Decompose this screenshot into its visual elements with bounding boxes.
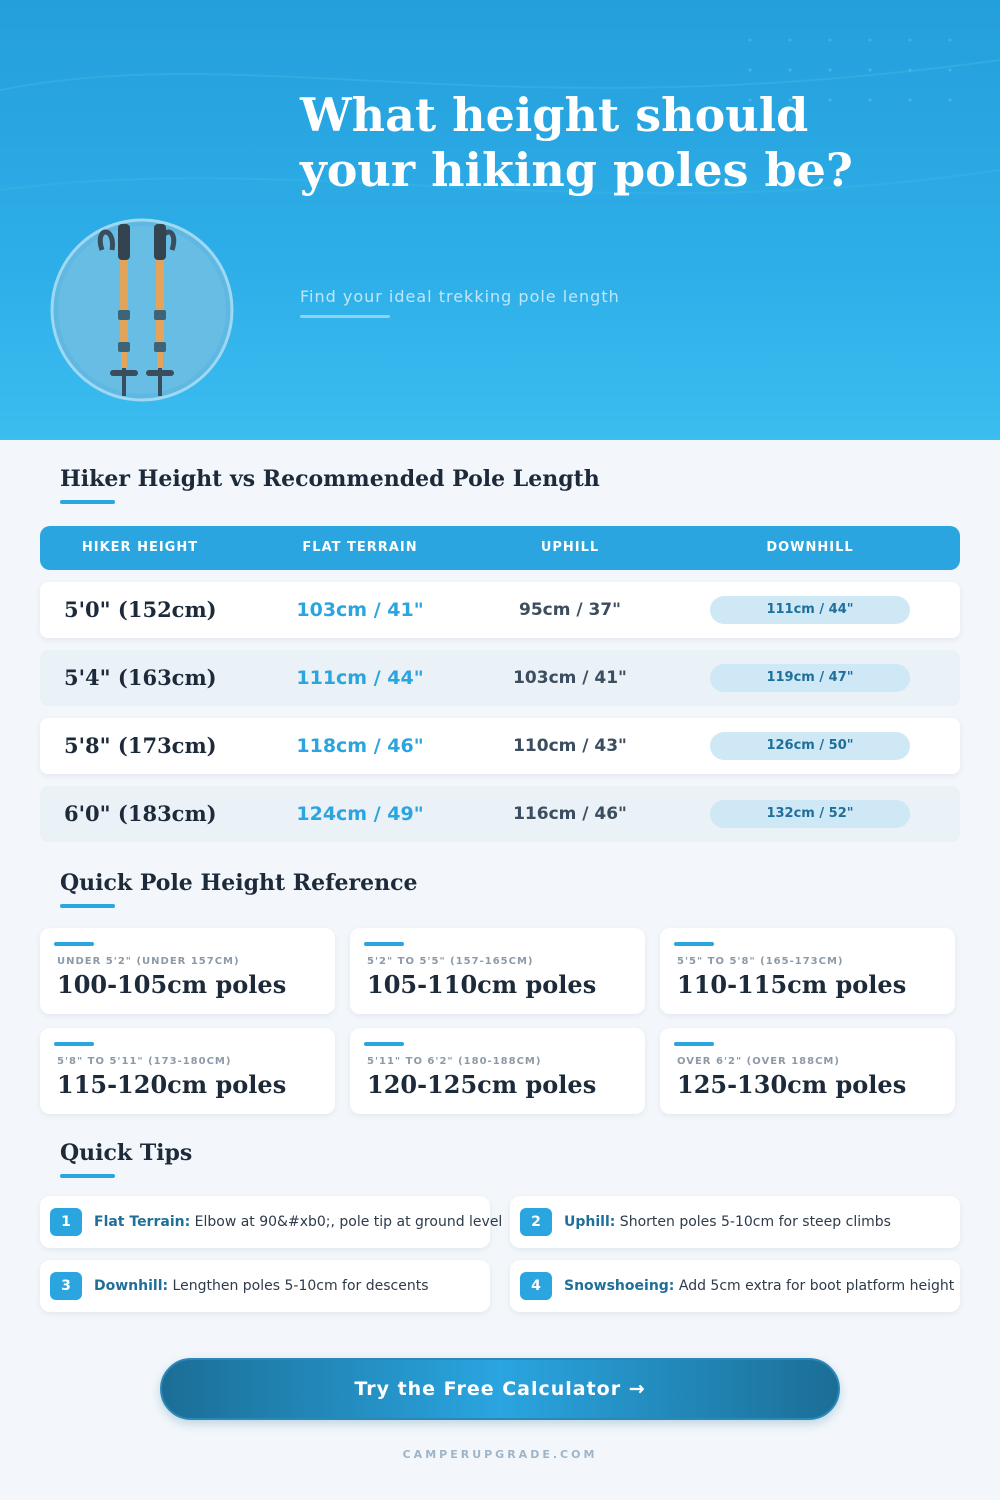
pole-length: 125-130cm poles (677, 1070, 907, 1099)
header-hiker-height: HIKER HEIGHT (81, 540, 199, 555)
hero-banner (0, 0, 1000, 440)
reference-section-title: Quick Pole Height Reference (60, 870, 418, 896)
subtitle-underline (300, 315, 390, 318)
reference-section-bar (60, 904, 115, 908)
header-flat-terrain: FLAT TERRAIN (302, 540, 418, 555)
flat-terrain-cell: 124cm / 49" (296, 803, 424, 825)
tip-label: Downhill: (94, 1278, 169, 1294)
downhill-pill: 132cm / 52" (710, 800, 910, 828)
card-accent (54, 942, 94, 946)
pole-length: 105-110cm poles (367, 970, 597, 999)
card-accent (674, 942, 714, 946)
card-accent (674, 1042, 714, 1046)
downhill-pill: 126cm / 50" (710, 732, 910, 760)
pole-length: 110-115cm poles (677, 970, 907, 999)
header-downhill: DOWNHILL (766, 540, 854, 555)
calculator-button[interactable]: Try the Free Calculator → (160, 1358, 840, 1420)
tip-body: Lengthen poles 5-10cm for descents (168, 1278, 429, 1294)
uphill-cell: 95cm / 37" (518, 600, 621, 620)
tips-section-bar (60, 1174, 115, 1178)
height-range: OVER 6'2" (OVER 188CM) (677, 1056, 840, 1067)
reference-card (660, 1028, 955, 1114)
header-uphill: UPHILL (540, 540, 600, 555)
height-range: UNDER 5'2" (UNDER 157CM) (57, 956, 240, 967)
height-range: 5'5" TO 5'8" (165-173CM) (677, 956, 844, 967)
uphill-cell: 103cm / 41" (513, 668, 627, 688)
height-range: 5'8" TO 5'11" (173-180CM) (57, 1056, 232, 1067)
tip-item (40, 1196, 503, 1248)
card-accent (54, 1042, 94, 1046)
reference-card (40, 928, 335, 1014)
tip-item (510, 1196, 960, 1248)
tip-number-badge: 1 (50, 1208, 82, 1236)
height-range: 5'2" TO 5'5" (157-165CM) (367, 956, 534, 967)
reference-card (350, 1028, 645, 1114)
hiker-height-cell: 5'4" (163cm) (64, 665, 217, 690)
tip-text (564, 1196, 891, 1248)
tip-body: Shorten poles 5-10cm for steep climbs (615, 1214, 891, 1230)
reference-card (40, 1028, 335, 1114)
hiker-height-cell: 6'0" (183cm) (64, 801, 217, 826)
table-section-bar (60, 500, 115, 504)
pole-length: 115-120cm poles (57, 1070, 287, 1099)
table-row (40, 786, 960, 842)
table-header (40, 526, 960, 570)
hiker-height-cell: 5'8" (173cm) (64, 733, 217, 758)
footer-site-name: CAMPERUPGRADE.COM (402, 1448, 598, 1461)
downhill-pill: 119cm / 47" (710, 664, 910, 692)
trekking-poles-icon (50, 218, 234, 402)
tip-text (564, 1260, 954, 1312)
tip-item (510, 1260, 960, 1312)
tip-body: Add 5cm extra for boot platform height (674, 1278, 955, 1294)
table-row (40, 650, 960, 706)
tips-section-title: Quick Tips (60, 1140, 193, 1166)
tip-label: Uphill: (564, 1214, 616, 1230)
flat-terrain-cell: 103cm / 41" (296, 599, 424, 621)
pole-length: 120-125cm poles (367, 1070, 597, 1099)
page-title: What height should your hiking poles be? (300, 88, 853, 197)
tip-number-badge: 3 (50, 1272, 82, 1300)
table-section-title: Hiker Height vs Recommended Pole Length (60, 466, 600, 492)
pole-length: 100-105cm poles (57, 970, 287, 999)
tip-number-badge: 2 (520, 1208, 552, 1236)
uphill-cell: 110cm / 43" (513, 736, 627, 756)
flat-terrain-cell: 118cm / 46" (296, 735, 424, 757)
hiker-height-cell: 5'0" (152cm) (64, 597, 217, 622)
uphill-cell: 116cm / 46" (513, 804, 627, 824)
tip-number-badge: 4 (520, 1272, 552, 1300)
flat-terrain-cell: 111cm / 44" (296, 667, 424, 689)
page-subtitle: Find your ideal trekking pole length (300, 287, 620, 306)
reference-card (350, 928, 645, 1014)
tip-item (40, 1260, 490, 1312)
tip-label: Snowshoeing: (564, 1278, 675, 1294)
tip-text (94, 1260, 429, 1312)
downhill-pill: 111cm / 44" (710, 596, 910, 624)
tip-text (94, 1196, 502, 1248)
table-row (40, 718, 960, 774)
tip-body: Elbow at 90&#xb0;, pole tip at ground level (190, 1214, 503, 1230)
table-row (40, 582, 960, 638)
card-accent (364, 942, 404, 946)
height-range: 5'11" TO 6'2" (180-188CM) (367, 1056, 542, 1067)
card-accent (364, 1042, 404, 1046)
tip-label: Flat Terrain: (94, 1214, 191, 1230)
reference-card (660, 928, 955, 1014)
